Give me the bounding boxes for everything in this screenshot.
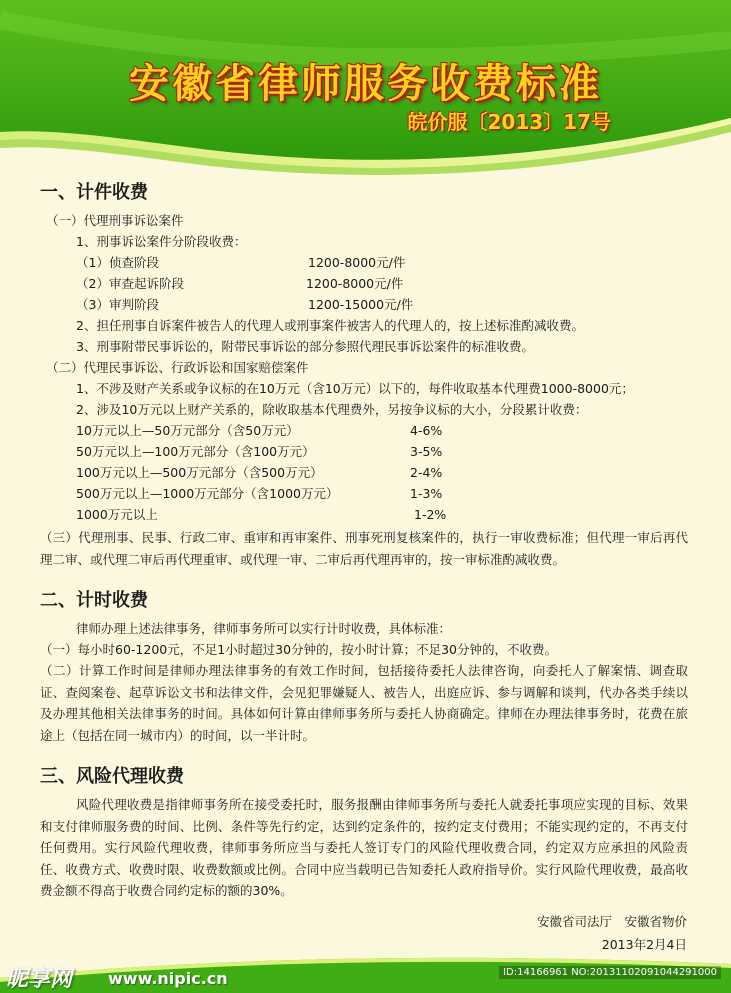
watermark-url: www.nipic.cn: [108, 969, 228, 988]
stage-fee: 1200-8000元/件: [308, 255, 406, 270]
bracket-rate: 4-6%: [410, 423, 443, 438]
document-number: 皖价服〔2013〕17号: [407, 110, 611, 134]
stage-row: [40, 252, 688, 273]
main-content: [40, 178, 688, 902]
hourly-rate: （一）每小时60-1200元，不足1小时超过30分钟的，按小时计算；不足30分钟的，不收费。: [40, 642, 557, 657]
section-heading-hourly-fee: 二、计时收费: [40, 590, 148, 611]
bracket-range: 1000万元以上: [76, 507, 158, 522]
stage-fee: 1200-8000元/件: [306, 276, 404, 291]
bracket-rate: 1-2%: [414, 507, 447, 522]
bracket-row: [40, 420, 688, 441]
section-heading-piece-fee: 一、计件收费: [40, 182, 148, 203]
bracket-rate: 3-5%: [410, 444, 443, 459]
bracket-row: [40, 483, 688, 504]
watermark-id: ID:14166961 NO:20131102091044291000: [499, 966, 721, 979]
bracket-row: [40, 462, 688, 483]
bracket-range: 500万元以上—1000万元部分（含1000万元）: [76, 486, 339, 501]
stage-fee: 1200-15000元/件: [308, 297, 414, 312]
stage-label: （2）审查起诉阶段: [76, 276, 184, 291]
watermark-logo: 昵享网: [6, 967, 73, 992]
page-title: 安徽省律师服务收费标准: [129, 61, 602, 107]
subsection-civil: （二）代理民事诉讼、行政诉讼和国家赔偿案件: [46, 360, 309, 375]
item-basic-fee: 1、不涉及财产关系或争议标的在10万元（含10万元）以下的，每件收取基本代理费1000-8000元；: [76, 381, 634, 396]
item-private-prosecution: 2、担任刑事自诉案件被告人的代理人或刑事案件被害人的代理人的，按上述标准酌减收费。: [76, 318, 584, 333]
stage-row: [40, 294, 688, 315]
issue-date: 2013年2月4日: [601, 937, 687, 952]
item-tiered-fee: 2、涉及10万元以上财产关系的，除收取基本代理费外，另按争议标的大小，分段累计收费：: [76, 402, 588, 417]
hourly-work-time: （二）计算工作时间是律师办理法律事务的有效工作时间，包括接待委托人法律咨询，向委托人了解案情、调查取证、查阅案卷、起草诉讼文书和法律文件，会见犯罪嫌疑人、被告人，出庭应诉、参与调解和谈判，代办各类手续以及办理其他相关法律事务的时间。具体如何计算由律师事务所与委托人协商确定。律师在办理法律事务时，花费在旅途上（包括在同一城市内）的时间，以一半计时。: [40, 663, 688, 743]
risk-fee-paragraph: 风险代理收费是指律师事务所在接受委托时，服务报酬由律师事务所与委托人就委托事项应实现的目标、效果和支付律师服务费的时间、比例、条件等先行约定，达到约定条件的，按约定支付费用；不能实现约定的，不再支付任何费用。实行风险代理收费，律师事务所应当与委托人签订专门的风险代理收费合同，约定双方应承担的风险责任、收费方式、收费时限、收费数额或比例。合同中应当载明已告知委托人政府指导价。实行风险代理收费，最高收费金额不得高于收费合同约定标的额的30%。: [40, 797, 688, 898]
section-heading-risk-fee: 三、风险代理收费: [40, 766, 184, 787]
item-incidental-civil: 3、刑事附带民事诉讼的，附带民事诉讼的部分参照代理民事诉讼案件的标准收费。: [76, 339, 534, 354]
bracket-range: 50万元以上—100万元部分（含100万元）: [76, 444, 315, 459]
subsection-criminal: （一）代理刑事诉讼案件: [46, 213, 184, 228]
bracket-row: [40, 504, 688, 525]
item-criminal-stages: 1、刑事诉讼案件分阶段收费：: [76, 234, 247, 249]
stage-label: （1）侦查阶段: [76, 255, 159, 270]
bracket-rate: 2-4%: [410, 465, 443, 480]
subsection-appeal: （三）代理刑事、民事、行政二审、重审和再审案件、刑事死刑复核案件的，执行一审收费标准；但代理一审后再代理二审、或代理二审后再代理重审、或代理一审、二审后再代理再审的，按一审标准酌减收费。: [40, 530, 688, 567]
bracket-range: 100万元以上—500万元部分（含500万元）: [76, 465, 323, 480]
issuing-authorities: 安徽省司法厅 安徽省物价: [536, 914, 687, 929]
stage-label: （3）审判阶段: [76, 297, 159, 312]
bracket-rate: 1-3%: [410, 486, 443, 501]
stage-row: [40, 273, 688, 294]
bracket-row: [40, 441, 688, 462]
hourly-intro: 律师办理上述法律事务，律师事务所可以实行计时收费，具体标准：: [76, 621, 452, 636]
bracket-range: 10万元以上—50万元部分（含50万元）: [76, 423, 299, 438]
